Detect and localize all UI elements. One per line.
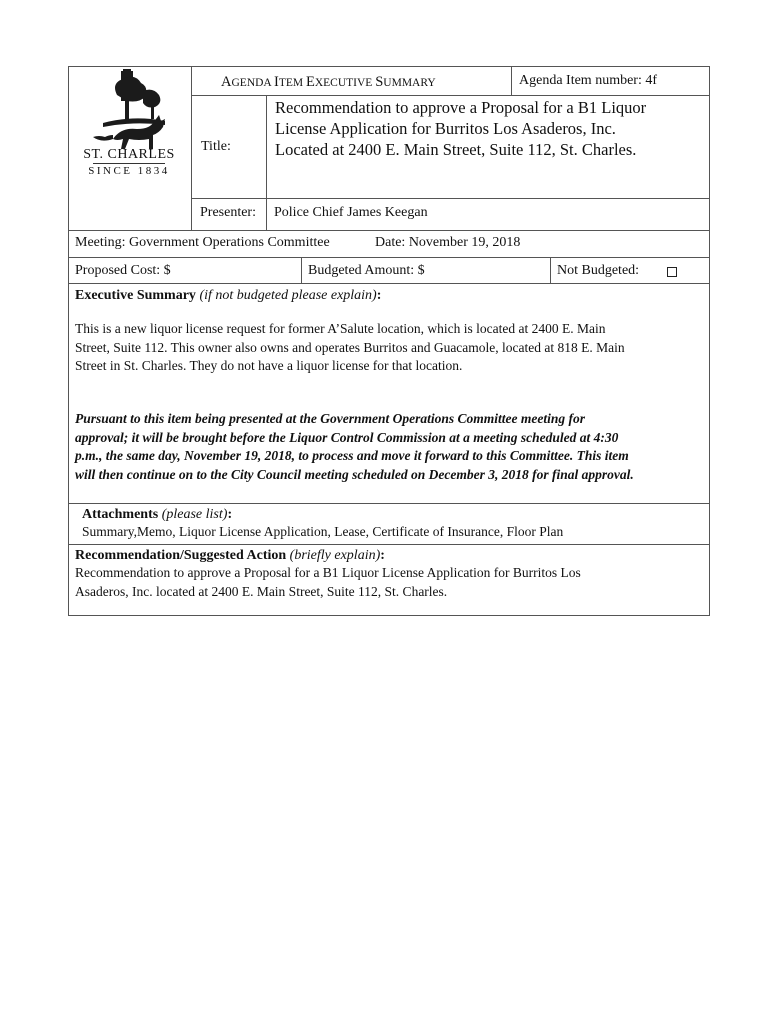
meeting-text: Meeting: Government Operations Committee	[75, 235, 330, 250]
exec-summary-pursuant	[75, 410, 634, 484]
pursuant-line: will then continue on to the City Council meeting scheduled on December 3, 2018 for final approval.	[75, 466, 634, 482]
recommendation-line: Recommendation to approve a Proposal for a B1 Liquor License Application for Burritos Los	[75, 565, 581, 580]
pursuant-line: approval; it will be brought before the Liquor Control Commission at a meeting scheduled at 4:30	[75, 429, 619, 445]
presenter-value: Police Chief James Keegan	[274, 205, 428, 220]
budgeted-amount: Budgeted Amount: $	[308, 263, 425, 278]
title-line: License Application for Burritos Los Asaderos, Inc.	[275, 119, 616, 138]
title-text	[275, 97, 646, 160]
proposed-cost: Proposed Cost: $	[75, 263, 171, 278]
summary-line: Street, Suite 112. This owner also owns and operates Burritos and Guacamole, located at 818 E. Main	[75, 339, 625, 355]
summary-line: Street in St. Charles. They do not have a liquor license for that location.	[75, 358, 463, 373]
not-budgeted-checkbox[interactable]	[667, 264, 677, 282]
agenda-summary-form	[68, 66, 710, 616]
not-budgeted-label: Not Budgeted:	[557, 263, 640, 278]
attachments-divider	[69, 503, 710, 504]
exec-summary-heading: Executive Summary (if not budgeted please explain):	[75, 288, 382, 303]
logo-divider	[191, 67, 192, 230]
not-budgeted-divider	[550, 257, 551, 283]
logo-rule	[93, 163, 165, 164]
agenda-item-divider	[511, 67, 512, 95]
cost-divider	[69, 257, 710, 258]
recommendation-text	[75, 564, 581, 601]
title-line: Recommendation to approve a Proposal for a B1 Liquor	[275, 98, 647, 117]
meeting-divider	[69, 230, 710, 231]
presenter-divider	[191, 198, 710, 199]
agenda-item-number: Agenda Item number: 4f	[519, 73, 658, 88]
pursuant-line: Pursuant to this item being presented at the Government Operations Committee meeting for	[75, 411, 586, 426]
title-label: Title:	[201, 139, 231, 154]
budgeted-divider	[301, 257, 302, 283]
title-line: Located at 2400 E. Main Street, Suite 112, St. Charles.	[275, 140, 637, 159]
header-divider	[191, 95, 710, 96]
logo-name: ST. CHARLES	[83, 147, 175, 162]
attachments-heading: Attachments (please list):	[82, 507, 233, 522]
recommendation-divider	[69, 544, 710, 545]
exec-summary-paragraph	[75, 320, 625, 376]
pursuant-line: p.m., the same day, November 19, 2018, to process and move it forward to this Committee. This item	[75, 448, 629, 463]
meeting-date: Date: November 19, 2018	[375, 235, 521, 250]
form-title: AGENDA ITEM EXECUTIVE SUMMARY	[221, 74, 436, 90]
summary-line: This is a new liquor license request for former A’Salute location, which is located at 2400 E. Main	[75, 321, 606, 336]
summary-divider	[69, 283, 710, 284]
recommendation-heading: Recommendation/Suggested Action (briefly explain):	[75, 548, 385, 563]
presenter-label: Presenter:	[200, 205, 256, 220]
recommendation-line: Asaderos, Inc. located at 2400 E. Main Street, Suite 112, St. Charles.	[75, 583, 448, 599]
attachments-list: Summary,Memo, Liquor License Application, Lease, Certificate of Insurance, Floor Plan	[82, 524, 564, 539]
logo-since: SINCE 1834	[88, 165, 170, 177]
title-label-divider	[266, 95, 267, 230]
